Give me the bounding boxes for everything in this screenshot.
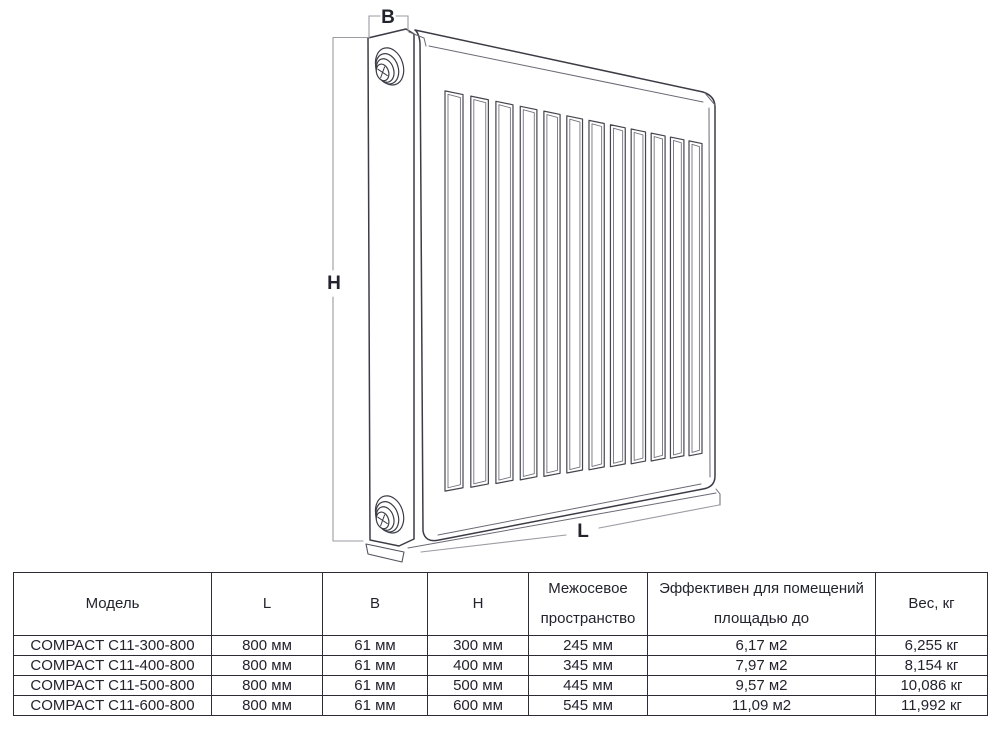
cell-weight: 8,154 кг bbox=[876, 656, 988, 676]
cell-axle-spacing: 345 мм bbox=[529, 656, 648, 676]
cell-weight: 6,255 кг bbox=[876, 636, 988, 656]
cell-l: 800 мм bbox=[212, 636, 323, 656]
header-row bbox=[14, 573, 988, 636]
cell-h: 500 мм bbox=[428, 676, 529, 696]
cell-h: 300 мм bbox=[428, 636, 529, 656]
cell-room-area: 11,09 м2 bbox=[648, 696, 876, 716]
col-header-room-area: Эффективен для помещений площадью до bbox=[648, 573, 876, 636]
cell-weight: 11,992 кг bbox=[876, 696, 988, 716]
cell-weight: 10,086 кг bbox=[876, 676, 988, 696]
cell-model: COMPACT C11-400-800 bbox=[14, 656, 212, 676]
table-row bbox=[14, 636, 988, 656]
cell-l: 800 мм bbox=[212, 656, 323, 676]
cell-b: 61 мм bbox=[323, 636, 428, 656]
col-header-l: L bbox=[212, 573, 323, 636]
rib bbox=[651, 133, 665, 461]
cell-room-area: 7,97 м2 bbox=[648, 656, 876, 676]
dim-l-label: L bbox=[577, 521, 589, 542]
cell-axle-spacing: 445 мм bbox=[529, 676, 648, 696]
rib bbox=[670, 137, 683, 458]
table-row bbox=[14, 676, 988, 696]
rib bbox=[689, 141, 702, 456]
cell-h: 400 мм bbox=[428, 656, 529, 676]
table-row bbox=[14, 696, 988, 716]
col-header-weight: Вес, кг bbox=[876, 573, 988, 636]
col-header-axle-spacing: Межосевое пространство bbox=[529, 573, 648, 636]
col-header-model: Модель bbox=[14, 573, 212, 636]
dim-h-label: H bbox=[327, 273, 341, 294]
spec-table bbox=[13, 572, 988, 716]
cell-l: 800 мм bbox=[212, 676, 323, 696]
col-header-b: B bbox=[323, 573, 428, 636]
cell-h: 600 мм bbox=[428, 696, 529, 716]
table-row bbox=[14, 656, 988, 676]
cell-l: 800 мм bbox=[212, 696, 323, 716]
col-header-h: H bbox=[428, 573, 529, 636]
cell-b: 61 мм bbox=[323, 696, 428, 716]
cell-model: COMPACT C11-300-800 bbox=[14, 636, 212, 656]
cell-b: 61 мм bbox=[323, 656, 428, 676]
cell-axle-spacing: 245 мм bbox=[529, 636, 648, 656]
cell-model: COMPACT C11-500-800 bbox=[14, 676, 212, 696]
radiator-ribs bbox=[445, 91, 702, 491]
cell-room-area: 6,17 м2 bbox=[648, 636, 876, 656]
radiator-side-panel bbox=[368, 29, 414, 546]
cell-model: COMPACT C11-600-800 bbox=[14, 696, 212, 716]
cell-axle-spacing: 545 мм bbox=[529, 696, 648, 716]
dimension-h bbox=[327, 38, 368, 542]
cell-b: 61 мм bbox=[323, 676, 428, 696]
cell-room-area: 9,57 м2 bbox=[648, 676, 876, 696]
dim-b-label: B bbox=[381, 7, 395, 28]
